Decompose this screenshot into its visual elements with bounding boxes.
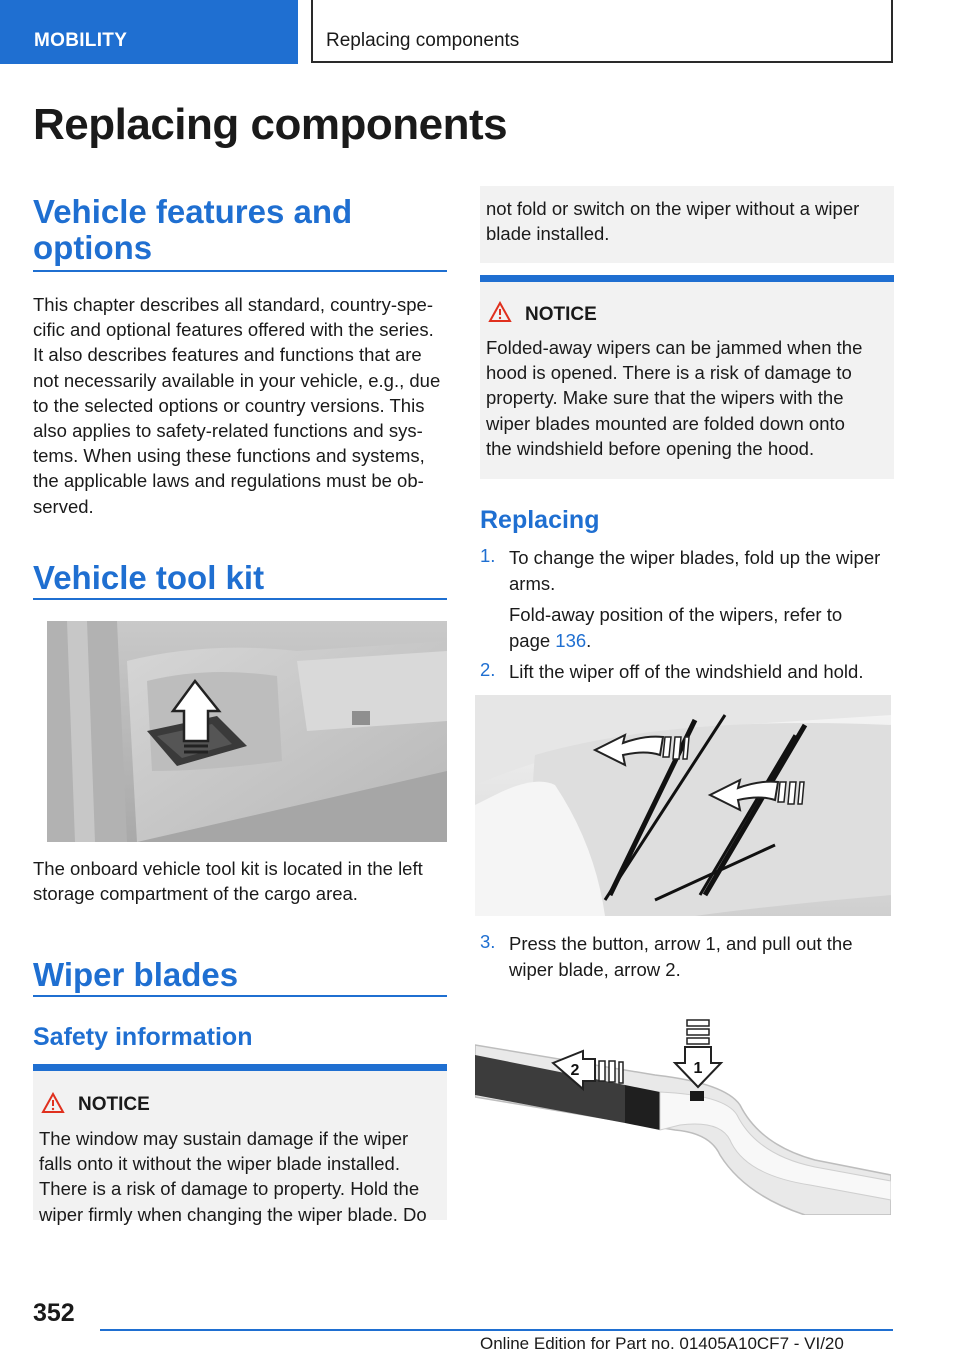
- features-heading-line1: Vehicle features and: [33, 193, 353, 230]
- step-text: [509, 931, 899, 982]
- notice-text: [486, 335, 896, 461]
- notice-line: property. Make sure that the wipers with the: [486, 387, 844, 409]
- notice-bar: [480, 275, 894, 282]
- notice-line: the windshield before opening the hood.: [486, 437, 815, 459]
- page-link[interactable]: 136: [555, 629, 587, 651]
- warning-triangle-icon: [488, 301, 512, 323]
- step-text: [509, 545, 899, 596]
- step-line: Lift the wiper off of the windshield and hold.: [509, 661, 864, 682]
- notice-box-continued: [480, 186, 894, 263]
- page-suffix: .: [586, 629, 592, 651]
- notice-line: There is a risk of damage to property. Hold the: [39, 1178, 420, 1200]
- step-text: [509, 659, 899, 685]
- notice-text: [39, 1126, 449, 1227]
- features-line: served.: [33, 495, 94, 517]
- header-title: Replacing components: [326, 30, 520, 51]
- notice-line: falls onto it without the wiper blade installed.: [39, 1153, 400, 1175]
- tool-kit-heading: Vehicle tool kit: [33, 559, 265, 596]
- replacing-heading: Replacing: [480, 506, 600, 534]
- notice-line: wiper blades mounted are folded down onto: [486, 412, 845, 434]
- step-sub-line2: [509, 628, 899, 654]
- notice-bar: [33, 1064, 447, 1071]
- cargo-area-photo: [47, 621, 447, 842]
- tool-kit-paragraph: [33, 856, 453, 906]
- features-line: to the selected options or country versions. This: [33, 394, 425, 416]
- step-line: Press the button, arrow 1, and pull out the: [509, 933, 853, 954]
- arrow-two-label: 2: [570, 1062, 580, 1079]
- warning-triangle-icon: [41, 1092, 65, 1114]
- notice-label: NOTICE: [525, 304, 597, 325]
- header-section-label: MOBILITY: [34, 30, 128, 51]
- step-sub-line: Fold-away position of the wipers, refer to: [509, 604, 843, 625]
- page-title: Replacing components: [33, 100, 508, 149]
- wiper-blade-illustration: [475, 1015, 891, 1215]
- wiper-blades-heading: Wiper blades: [33, 956, 239, 993]
- step-number: 1.: [480, 545, 496, 566]
- features-line: also applies to safety-related functions and sys‐: [33, 420, 423, 442]
- notice-line: The window may sustain damage if the wiper: [39, 1128, 409, 1149]
- step-number: 3.: [480, 931, 496, 952]
- features-heading-line2: options: [33, 229, 153, 266]
- features-paragraph: [33, 292, 453, 519]
- notice-box: [33, 1064, 447, 1225]
- step-number: 2.: [480, 659, 496, 680]
- notice-box: [480, 275, 894, 479]
- notice-line: blade installed.: [486, 223, 610, 245]
- wiper-blades-rule: [33, 995, 447, 997]
- step-line: wiper blade, arrow 2.: [509, 958, 681, 980]
- windshield-illustration: [475, 695, 891, 916]
- step-line: arms.: [509, 572, 556, 594]
- features-heading: [33, 194, 352, 266]
- notice-line: Folded-away wipers can be jammed when the: [486, 337, 863, 358]
- tool-kit-line: The onboard vehicle tool kit is located in the left: [33, 858, 423, 879]
- notice-line: wiper firmly when changing the wiper blade. Do: [39, 1203, 427, 1225]
- notice-line: not fold or switch on the wiper without a wiper: [486, 198, 860, 219]
- arrow-one-label: 1: [693, 1060, 703, 1077]
- features-line: It also describes features and functions that are: [33, 344, 422, 366]
- features-line: not necessarily available in your vehicle, e.g., due: [33, 369, 441, 391]
- page-number: 352: [33, 1299, 75, 1327]
- tool-kit-line: storage compartment of the cargo area.: [33, 883, 358, 905]
- page-prefix: page: [509, 629, 556, 651]
- footer-edition: Online Edition for Part no. 01405A10CF7 - VI/20: [480, 1334, 844, 1353]
- notice-label: NOTICE: [78, 1094, 150, 1115]
- safety-heading: Safety information: [33, 1023, 253, 1051]
- features-line: cific and optional features offered with the series.: [33, 319, 434, 341]
- features-line: the applicable laws and regulations must be ob‐: [33, 470, 424, 492]
- features-line: This chapter describes all standard, country-spe‐: [33, 294, 433, 315]
- notice-continued-text: [486, 196, 896, 246]
- step-line: To change the wiper blades, fold up the wiper: [509, 547, 881, 568]
- notice-line: hood is opened. There is a risk of damage to: [486, 362, 852, 384]
- tool-kit-rule: [33, 598, 447, 600]
- step-subtext: [509, 602, 899, 653]
- features-line: tems. When using these functions and systems,: [33, 445, 425, 467]
- footer-rule: [100, 1329, 893, 1331]
- features-rule: [33, 270, 447, 272]
